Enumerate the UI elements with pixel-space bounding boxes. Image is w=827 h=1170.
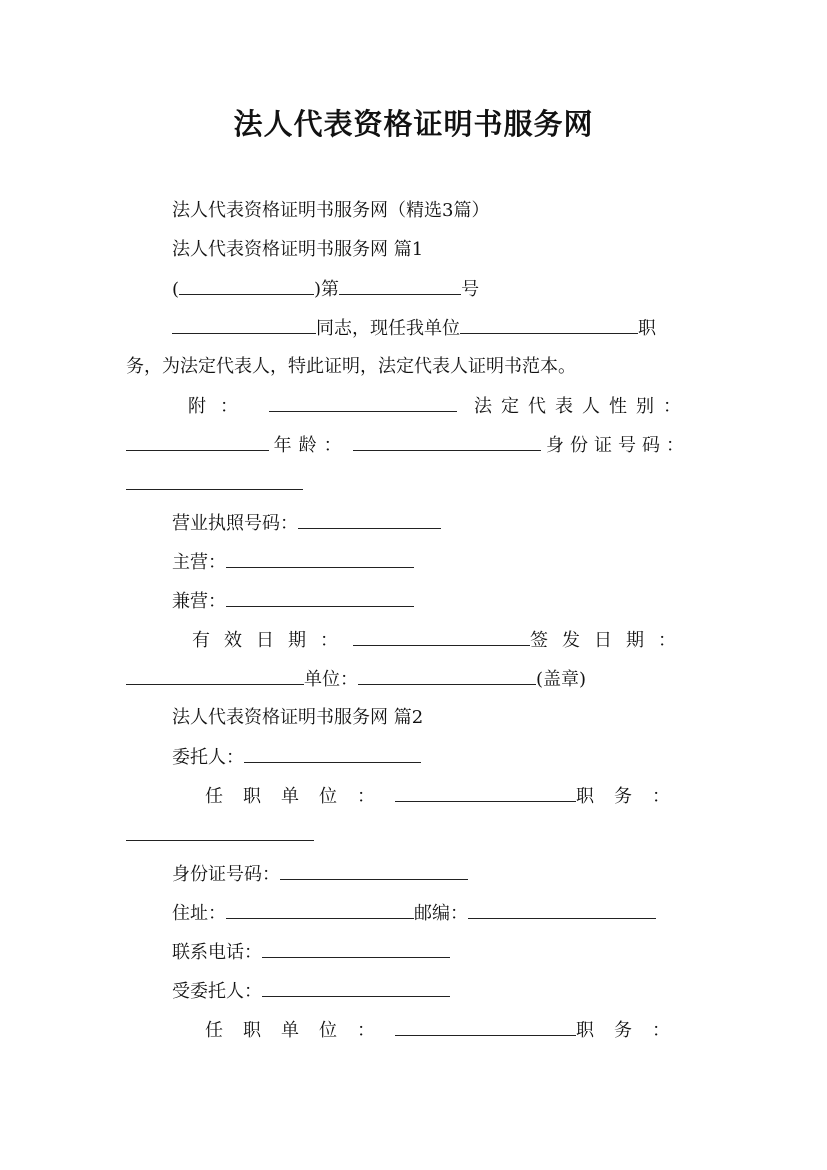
blank-position xyxy=(126,823,314,841)
blank-number xyxy=(339,277,461,295)
blank-attach xyxy=(269,394,457,412)
blank-phone xyxy=(262,940,450,958)
blank-employer xyxy=(395,784,576,802)
blank-gender xyxy=(126,433,269,451)
comrade-line: 同志，现任我单位 职 xyxy=(172,316,656,341)
id-number-line: 身份证号码： xyxy=(172,862,468,887)
age-id-line: 年龄： 身份证号码： xyxy=(126,433,690,458)
blank-name xyxy=(172,316,316,334)
section-2-heading: 法人代表资格证明书服务网 篇2 xyxy=(172,707,424,728)
duty-continuation: 务，为法定代表人，特此证明，法定代表人证明书范本。 xyxy=(126,356,576,377)
blank-employer-2 xyxy=(395,1018,576,1036)
blank-license xyxy=(298,511,441,529)
section-1-heading: 法人代表资格证明书服务网 篇1 xyxy=(172,239,424,260)
main-business-line: 主营： xyxy=(172,550,414,575)
unit-seal-line: 单位： (盖章) xyxy=(126,667,586,692)
position-blank-line xyxy=(126,823,314,848)
employer-position-line: 任职单位： 职务： xyxy=(205,786,690,807)
principal-line: 委托人： xyxy=(172,745,421,770)
certificate-number-line: ( )第 号 xyxy=(172,279,480,300)
blank-agent xyxy=(262,979,450,997)
blank-id-number xyxy=(126,472,303,490)
address-line: 住址： 邮编： xyxy=(172,901,656,926)
blank-unit xyxy=(358,667,536,685)
blank-id-number-2 xyxy=(280,862,468,880)
license-line: 营业执照号码： xyxy=(172,511,441,536)
blank-year xyxy=(179,277,314,295)
blank-valid-date xyxy=(353,628,530,646)
blank-principal xyxy=(244,745,421,763)
employer-position-line-2: 任职单位： 职务： xyxy=(205,1020,690,1041)
document-title: 法人代表资格证明书服务网 xyxy=(233,107,594,141)
phone-line: 联系电话： xyxy=(172,940,450,965)
blank-age xyxy=(353,433,541,451)
dates-line: 有效日期： 签发日期： xyxy=(192,630,690,651)
intro-line: 法人代表资格证明书服务网（精选3篇） xyxy=(172,200,490,221)
blank-postcode xyxy=(468,901,656,919)
attach-gender-line: 附： 法定代表人性别： xyxy=(188,396,690,417)
blank-address xyxy=(226,901,414,919)
blank-side-business xyxy=(226,589,414,607)
blank-title xyxy=(460,316,638,334)
blank-issue-date xyxy=(126,667,304,685)
agent-line: 受委托人： xyxy=(172,979,450,1004)
blank-main-business xyxy=(226,550,414,568)
id-blank-line xyxy=(126,472,303,497)
side-business-line: 兼营： xyxy=(172,589,414,614)
